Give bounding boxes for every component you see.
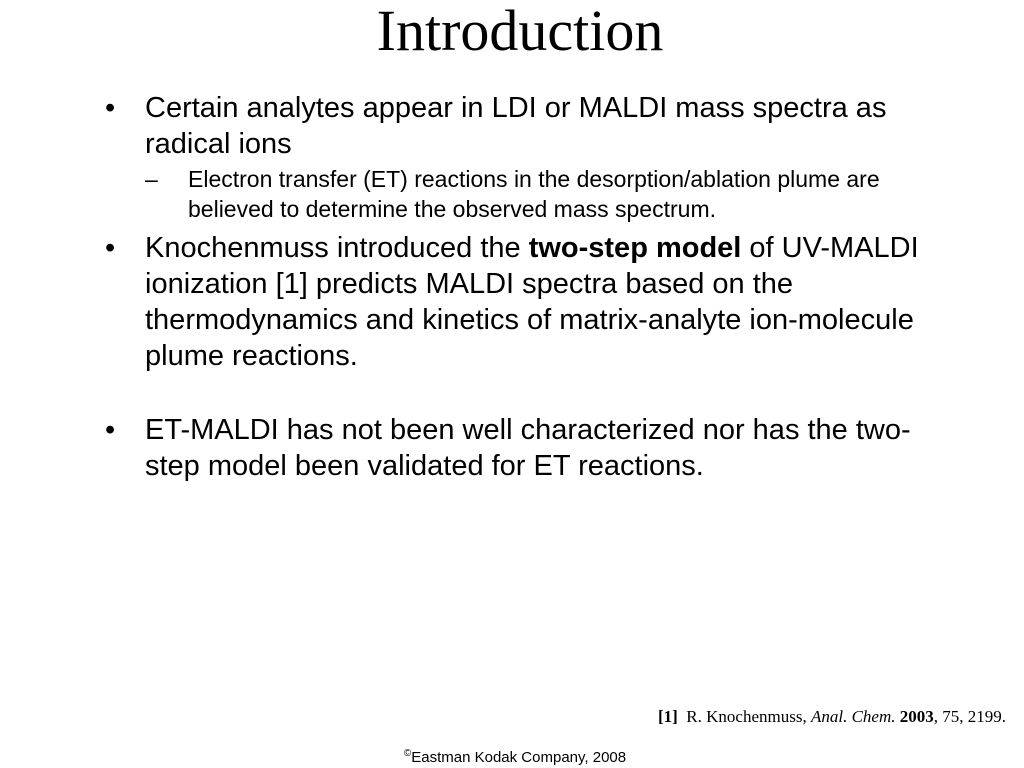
bullet-marker: •: [105, 414, 116, 446]
bullet-item-two-step-model: [105, 230, 955, 374]
bullet-text: Certain analytes appear in LDI or MALDI mass spectra as radical ions: [145, 92, 887, 160]
sub-bullet-list: [145, 164, 955, 224]
copyright-symbol: ©: [403, 748, 412, 759]
copyright-text: Eastman Kodak Company, 2008: [411, 749, 627, 766]
sub-bullet-item-electron-transfer: [145, 164, 955, 224]
bullet-marker: •: [105, 232, 116, 264]
bullet-text: ET-MALDI has not been well characterized nor has the two-step model been validated for ET reactions.: [145, 414, 911, 482]
copyright-footer: [0, 748, 1024, 768]
bullet-item-et-maldi: [105, 412, 955, 484]
bullet-item-radical-ions: [105, 90, 955, 224]
reference-year: 2003: [899, 707, 934, 726]
sub-bullet-text: Electron transfer (ET) reactions in the desorption/ablation plume are believed to determine the observed mass spectrum.: [188, 166, 880, 222]
slide-body: [105, 90, 955, 484]
reference-author: R. Knochenmuss,: [686, 707, 811, 726]
slide-title: Introduction: [376, 0, 664, 63]
sub-bullet-marker: –: [145, 166, 158, 192]
bullet-text-bold: two-step model: [528, 232, 742, 264]
bullet-text-before: Knochenmuss introduced the: [145, 232, 529, 264]
bullet-marker: •: [105, 92, 116, 124]
reference-volume-pages: , 75, 2199.: [933, 707, 1006, 726]
reference-label: [1]: [657, 707, 678, 726]
bullet-text-after: of UV-MALDI ionization [1] predicts MALDI spectra based on the thermodynamics and kinetics of matrix-analyte ion-molecule plume reactions.: [145, 232, 919, 372]
reference-citation: [658, 706, 1006, 728]
bullet-list: [105, 90, 955, 484]
reference-journal: Anal. Chem.: [810, 707, 896, 726]
